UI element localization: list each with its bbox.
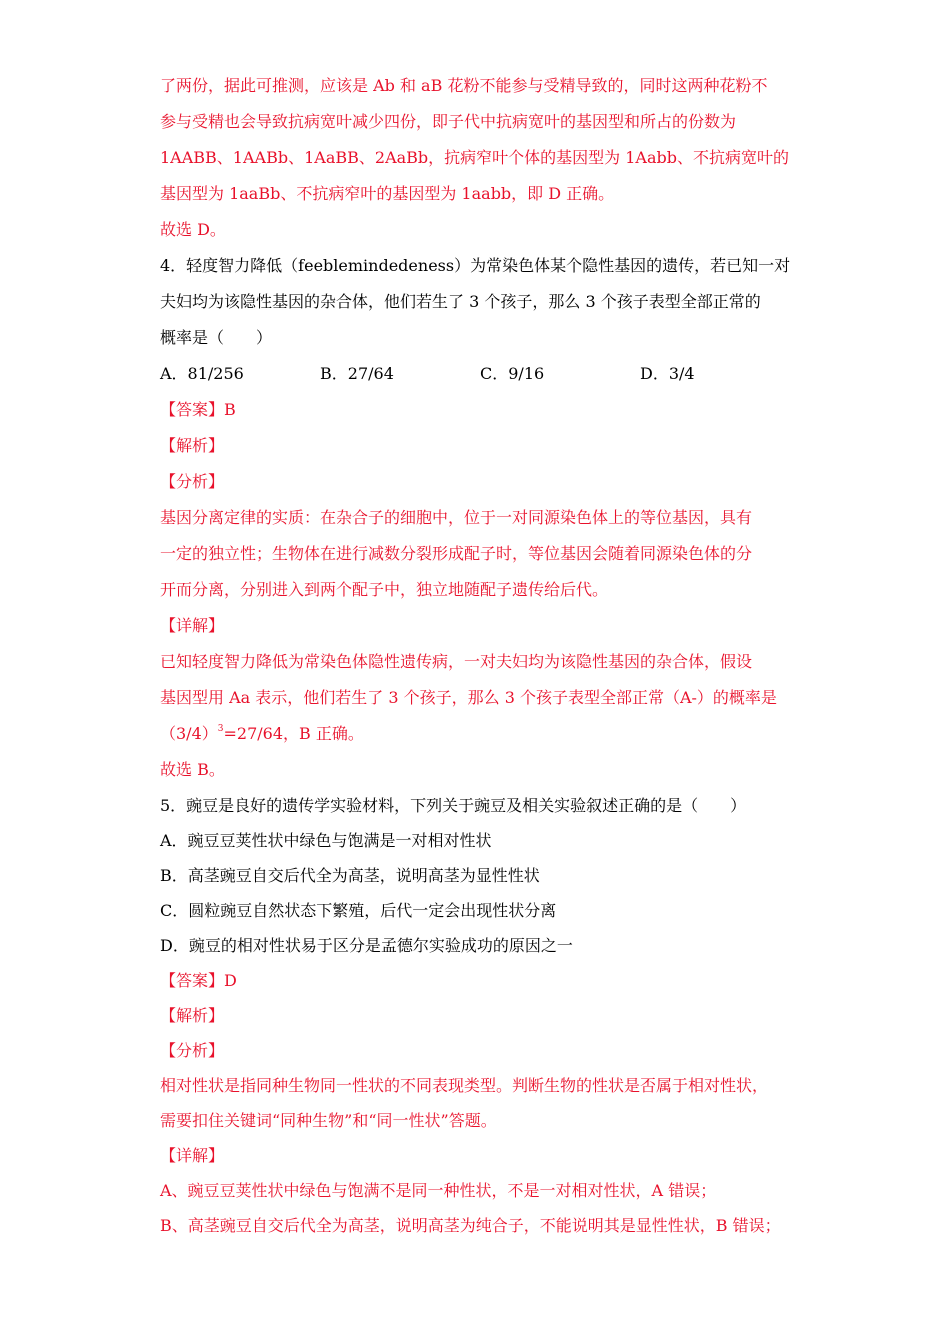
q5-xiangjie-tag: 【详解】 [160,1146,225,1165]
q3-explanation-line-3: 1AABB、1AABb、1AaBB、2AaBb，抗病窄叶个体的基因型为 1Aabb、不抗病宽叶的 [160,148,790,167]
q5-jiexi-tag: 【解析】 [160,1006,225,1025]
q4-option-b: B．27/64 [320,364,394,383]
q5-xiangjie-line-1: A、豌豆豆荚性状中绿色与饱满不是同一种性状，不是一对相对性状，A 错误； [160,1181,717,1200]
q5-stem: 5．豌豆是良好的遗传学实验材料，下列关于豌豆及相关实验叙述正确的是（ ） [160,796,747,815]
q4-xiangjie-line-2: 基因型用 Aa 表示，他们若生了 3 个孩子，那么 3 个孩子表型全部正常（A-）的概率是 [160,688,777,707]
q4-fenxi-tag: 【分析】 [160,472,225,491]
q4-stem-line-3: 概率是（ ） [160,328,273,347]
q4-fenxi-line-3: 开而分离，分别进入到两个配子中，独立地随配子遗传给后代。 [160,580,609,599]
q3-explanation-line-4: 基因型为 1aaBb、不抗病窄叶的基因型为 1aabb，即 D 正确。 [160,184,615,203]
q5-option-b: B．高茎豌豆自交后代全为高茎，说明高茎为显性性状 [160,866,540,885]
q4-xiangjie-line-1: 已知轻度智力降低为常染色体隐性遗传病，一对夫妇均为该隐性基因的杂合体，假设 [160,652,753,671]
q5-fenxi-tag: 【分析】 [160,1041,225,1060]
q4-fenxi-line-2: 一定的独立性；生物体在进行减数分裂形成配子时，等位基因会随着同源染色体的分 [160,544,753,563]
q4-fenxi-line-1: 基因分离定律的实质：在杂合子的细胞中，位于一对同源染色体上的等位基因，具有 [160,508,753,527]
q4-answer-tag: 【答案】 [160,400,225,419]
q4-conclusion: 故选 B。 [160,760,225,779]
q4-stem-line-1: 4．轻度智力降低（feeblemindedeness）为常染色体某个隐性基因的遗传，若已知一对 [160,256,791,275]
q5-option-c: C．圆粒豌豆自然状态下繁殖，后代一定会出现性状分离 [160,901,557,920]
q4-jiexi-tag: 【解析】 [160,436,225,455]
q5-fenxi-line-1: 相对性状是指同种生物同一性状的不同表现类型。判断生物的性状是否属于相对性状， [160,1076,769,1095]
q4-option-c: C．9/16 [480,364,545,383]
q4-option-d: D．3/4 [640,364,695,383]
q4-xiangjie-fraction: （3/4） [160,724,218,743]
q4-xiangjie-result: =27/64，B 正确。 [223,724,364,743]
document-page [160,68,800,1243]
q4-answer [160,392,800,428]
q3-explanation-line-2: 参与受精也会导致抗病宽叶减少四份，即子代中抗病宽叶的基因型和所占的份数为 [160,112,737,131]
q5-option-a: A．豌豆豆荚性状中绿色与饱满是一对相对性状 [160,831,492,850]
q4-xiangjie-tag: 【详解】 [160,616,225,635]
q4-option-a: A．81/256 [160,364,244,383]
q5-fenxi-line-2: 需要扣住关键词“同种生物”和“同一性状”答题。 [160,1111,497,1130]
q5-answer-tag: 【答案】 [160,971,225,990]
q5-xiangjie-line-2: B、高茎豌豆自交后代全为高茎，说明高茎为纯合子，不能说明其是显性性状，B 错误； [160,1216,781,1235]
q4-xiangjie-line-3 [160,716,800,752]
q3-explanation-line-1: 了两份，据此可推测，应该是 Ab 和 aB 花粉不能参与受精导致的，同时这两种花粉不 [160,76,768,95]
q5-answer [160,963,800,998]
q5-option-d: D．豌豆的相对性状易于区分是孟德尔实验成功的原因之一 [160,936,573,955]
q4-xiangjie-exponent: 3 [217,724,224,734]
q4-stem-line-2: 夫妇均为该隐性基因的杂合体，他们若生了 3 个孩子，那么 3 个孩子表型全部正常的 [160,292,761,311]
q5-answer-value: D [224,971,237,990]
q4-answer-value: B [224,400,236,419]
q4-options [160,356,800,392]
q3-conclusion: 故选 D。 [160,220,226,239]
